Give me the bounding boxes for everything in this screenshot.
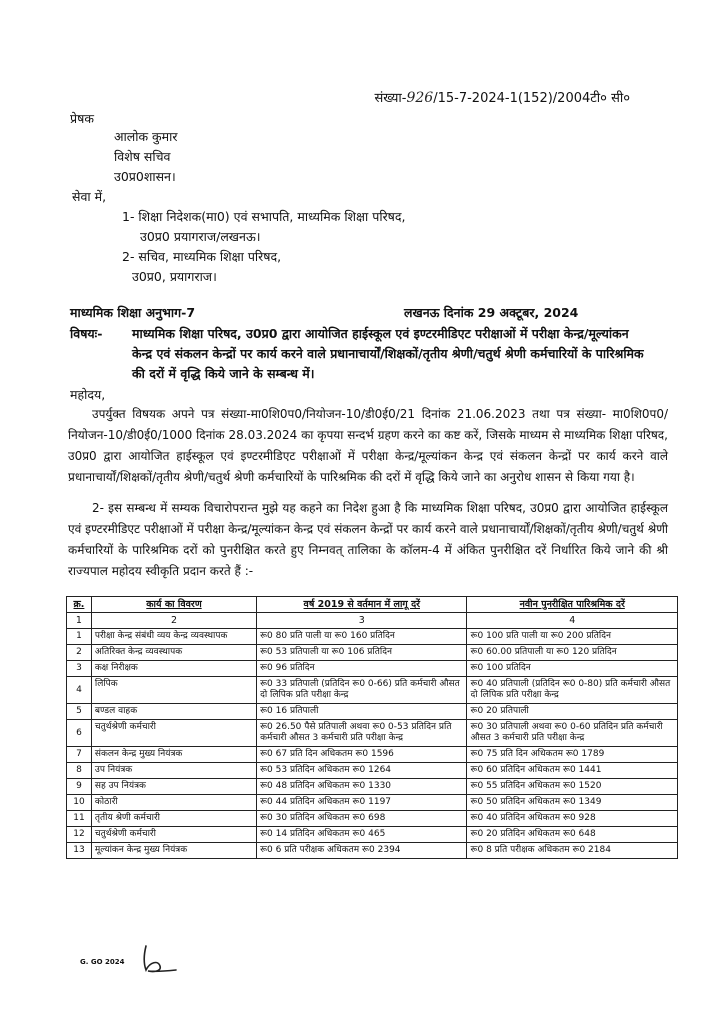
column-header-description: कार्य का विवरण [91, 597, 256, 613]
paragraph-1: उपर्युक्त विषयक अपने पत्र संख्या-मा0शि0प0/नियोजन-10/डी0ई0/21 दिनांक 21.06.2023 तथा पत्र संख्या- मा0शि0प0/नियोजन-10/डी0ई0/1000 दिनांक 28.03.2024 का कृपया सन्दर्भ ग्रहण करने का कष्ट करें, जिसके माध्यम से माध्यमिक शिक्षा परिषद, उ0प्र0 द्वारा आयोजित हाईस्कूल एवं इण्टरमीडिएट परीक्षाओं में परीक्षा केन्द्र/मूल्यांकन केन्द्र एवं संकलन केन्द्रों पर कार्य करने वाले प्रधानाचार्यों/शिक्षकों/तृतीय श्रेणी/चतुर्थ श्रेणी कर्मचारियों के पारिश्रमिक की दरों में वृद्धि किये जाने का अनुरोध शासन से किया गया है। [68, 407, 668, 484]
recipient-line: 1- शिक्षा निदेशक(मा0) एवं सभापति, माध्यमिक शिक्षा परिषद, [122, 209, 406, 224]
row-revised-rate: रू0 40 प्रतिपाली (प्रतिदिन रू0 0-80) प्रति कर्मचारी औसत दो लिपिक प्रति परीक्षा केन्द्र [467, 677, 678, 704]
row-revised-rate: रू0 8 प्रति परीक्षक अधिकतम रू0 2184 [467, 843, 678, 859]
row-sn: 11 [67, 811, 92, 827]
row-sn: 1 [67, 629, 92, 645]
column-number-row [67, 613, 678, 629]
subject-text: माध्यमिक शिक्षा परिषद, उ0प्र0 द्वारा आयोजित हाईस्कूल एवं इण्टरमीडिएट परीक्षाओं में परीक्षा केन्द्र/मूल्यांकन केन्द्र एवं संकलन केन्द्रों पर कार्य करने वाले प्रधानाचार्यों/शिक्षकों/तृतीय श्रेणी/चतुर्थ श्रेणी कर्मचारियों के पारिश्रमिक की दरों में वृद्धि किये जाने के सम्बन्ध में। [132, 326, 644, 381]
recipient-line: उ0प्र0, प्रयागराज। [132, 269, 217, 284]
row-sn: 4 [67, 677, 92, 704]
row-current-rate: रू0 33 प्रतिपाली (प्रतिदिन रू0 0-66) प्रति कर्मचारी औसत दो लिपिक प्रति परीक्षा केन्द्र [257, 677, 467, 704]
row-description: चतुर्थश्रेणी कर्मचारी [91, 720, 256, 747]
to-label: सेवा में, [72, 189, 107, 204]
row-sn: 13 [67, 843, 92, 859]
row-current-rate: रू0 30 प्रतिदिन अधिकतम रू0 698 [257, 811, 467, 827]
row-current-rate: रू0 16 प्रतिपाली [257, 704, 467, 720]
table-row [67, 629, 678, 645]
row-current-rate: रू0 26.50 पैसे प्रतिपाली अथवा रू0 0-53 प्रतिदिन प्रति कर्मचारी औसत 3 कर्मचारी प्रति परीक्षा केन्द्र [257, 720, 467, 747]
row-description: कोठारी [91, 795, 256, 811]
row-revised-rate: रू0 20 प्रतिदिन अधिकतम रू0 648 [467, 827, 678, 843]
row-description: अतिरिक्त केन्द्र व्यवस्थापक [91, 645, 256, 661]
table-row [67, 763, 678, 779]
paragraph-2: 2- इस सम्बन्ध में सम्यक विचारोपरान्त मुझे यह कहने का निदेश हुआ है कि माध्यमिक शिक्षा परिषद, उ0प्र0 द्वारा आयोजित हाईस्कूल एवं इण्टरमीडिएट परीक्षाओं में परीक्षा केन्द्र/मूल्यांकन केन्द्र एवं संकलन केन्द्रों पर कार्य करने वाले प्रधानाचार्यों/शिक्षकों/तृतीय श्रेणी/चतुर्थ श्रेणी कर्मचारियों के पारिश्रमिक दरों को पुनरीक्षित करते हुए निम्नवत् तालिका के कॉलम-4 में अंकित पुनरीक्षित दरें निर्धारित किये जाने की श्री राज्यपाल महोदय स्वीकृति प्रदान करते हैं :- [68, 501, 668, 578]
row-sn: 6 [67, 720, 92, 747]
row-description: सह उप नियंत्रक [91, 779, 256, 795]
row-description: बण्डल वाहक [91, 704, 256, 720]
table-row [67, 645, 678, 661]
sender-label: प्रेषक [70, 111, 94, 126]
row-description: चतुर्थश्रेणी कर्मचारी [91, 827, 256, 843]
row-sn: 8 [67, 763, 92, 779]
sender-designation: विशेष सचिव [114, 149, 171, 164]
row-description: कक्ष निरीक्षक [91, 661, 256, 677]
row-revised-rate: रू0 60.00 प्रतिपाली या रू0 120 प्रतिदिन [467, 645, 678, 661]
row-current-rate: रू0 6 प्रति परीक्षक अधिकतम रू0 2394 [257, 843, 467, 859]
reference-prefix: संख्या- [374, 91, 407, 106]
row-current-rate: रू0 48 प्रतिदिन अधिकतम रू0 1330 [257, 779, 467, 795]
subject-label: विषयः- [70, 326, 103, 341]
recipient-line: 2- सचिव, माध्यमिक शिक्षा परिषद, [122, 249, 282, 264]
table-row [67, 811, 678, 827]
row-revised-rate: रू0 100 प्रति पाली या रू0 200 प्रतिदिन [467, 629, 678, 645]
reference-handwritten-number: 926 [406, 90, 434, 106]
row-current-rate: रू0 53 प्रतिपाली या रू0 106 प्रतिदिन [257, 645, 467, 661]
table-row [67, 843, 678, 859]
remuneration-table [66, 596, 678, 859]
reference-number [374, 88, 630, 106]
column-header-sn: क्र. [67, 597, 92, 613]
row-current-rate: रू0 44 प्रतिदिन अधिकतम रू0 1197 [257, 795, 467, 811]
sender-name: आलोक कुमार [114, 129, 178, 144]
row-sn: 5 [67, 704, 92, 720]
row-current-rate: रू0 80 प्रति पाली या रू0 160 प्रतिदिन [257, 629, 467, 645]
column-number: 2 [91, 613, 256, 629]
row-sn: 7 [67, 747, 92, 763]
initials-signature [140, 944, 180, 974]
row-current-rate: रू0 53 प्रतिदिन अधिकतम रू0 1264 [257, 763, 467, 779]
letter-date: लखनऊ दिनांक 29 अक्टूबर, 2024 [404, 305, 579, 320]
row-description: उप नियंत्रक [91, 763, 256, 779]
table-row [67, 827, 678, 843]
row-current-rate: रू0 14 प्रतिदिन अधिकतम रू0 465 [257, 827, 467, 843]
table-row [67, 661, 678, 677]
table-row [67, 779, 678, 795]
table-row [67, 677, 678, 704]
row-revised-rate: रू0 75 प्रति दिन अधिकतम रू0 1789 [467, 747, 678, 763]
row-description: मूल्यांकन केन्द्र मुख्य नियंत्रक [91, 843, 256, 859]
row-revised-rate: रू0 20 प्रतिपाली [467, 704, 678, 720]
row-revised-rate: रू0 55 प्रतिदिन अधिकतम रू0 1520 [467, 779, 678, 795]
reference-suffix: /15-7-2024-1(152)/2004टी० सी० [433, 91, 630, 106]
row-revised-rate: रू0 40 प्रतिदिन अधिकतम रू0 928 [467, 811, 678, 827]
row-sn: 9 [67, 779, 92, 795]
row-revised-rate: रू0 60 प्रतिदिन अधिकतम रू0 1441 [467, 763, 678, 779]
row-current-rate: रू0 67 प्रति दिन अधिकतम रू0 1596 [257, 747, 467, 763]
table-row [67, 720, 678, 747]
row-revised-rate: रू0 30 प्रतिपाली अथवा रू0 0-60 प्रतिदिन प्रति कर्मचारी औसत 3 कर्मचारी प्रति परीक्षा केन्द्र [467, 720, 678, 747]
recipient-line: उ0प्र0 प्रयागराज/लखनऊ। [140, 229, 261, 244]
row-sn: 12 [67, 827, 92, 843]
sender-office: उ0प्र0शासन। [114, 169, 176, 184]
footer-code: G. GO 2024 [80, 958, 125, 966]
table-row [67, 747, 678, 763]
row-sn: 2 [67, 645, 92, 661]
section-name: माध्यमिक शिक्षा अनुभाग-7 [70, 305, 196, 320]
subject-block [70, 324, 650, 384]
row-current-rate: रू0 96 प्रतिदिन [257, 661, 467, 677]
table-header-row [67, 597, 678, 613]
row-sn: 3 [67, 661, 92, 677]
row-revised-rate: रू0 50 प्रतिदिन अधिकतम रू0 1349 [467, 795, 678, 811]
row-revised-rate: रू0 100 प्रतिदिन [467, 661, 678, 677]
row-description: लिपिक [91, 677, 256, 704]
column-number: 3 [257, 613, 467, 629]
row-description: तृतीय श्रेणी कर्मचारी [91, 811, 256, 827]
table-row [67, 704, 678, 720]
column-number: 1 [67, 613, 92, 629]
column-number: 4 [467, 613, 678, 629]
salutation: महोदय, [70, 387, 106, 402]
row-description: संकलन केन्द्र मुख्य नियंत्रक [91, 747, 256, 763]
table-row [67, 795, 678, 811]
column-header-current-rates: वर्ष 2019 से वर्तमान में लागू दरें [257, 597, 467, 613]
row-sn: 10 [67, 795, 92, 811]
column-header-revised-rates: नवीन पुनरीक्षित पारिश्रमिक दरें [467, 597, 678, 613]
row-description: परीक्षा केन्द्र संबंधी व्यय केन्द्र व्यवस्थापक [91, 629, 256, 645]
